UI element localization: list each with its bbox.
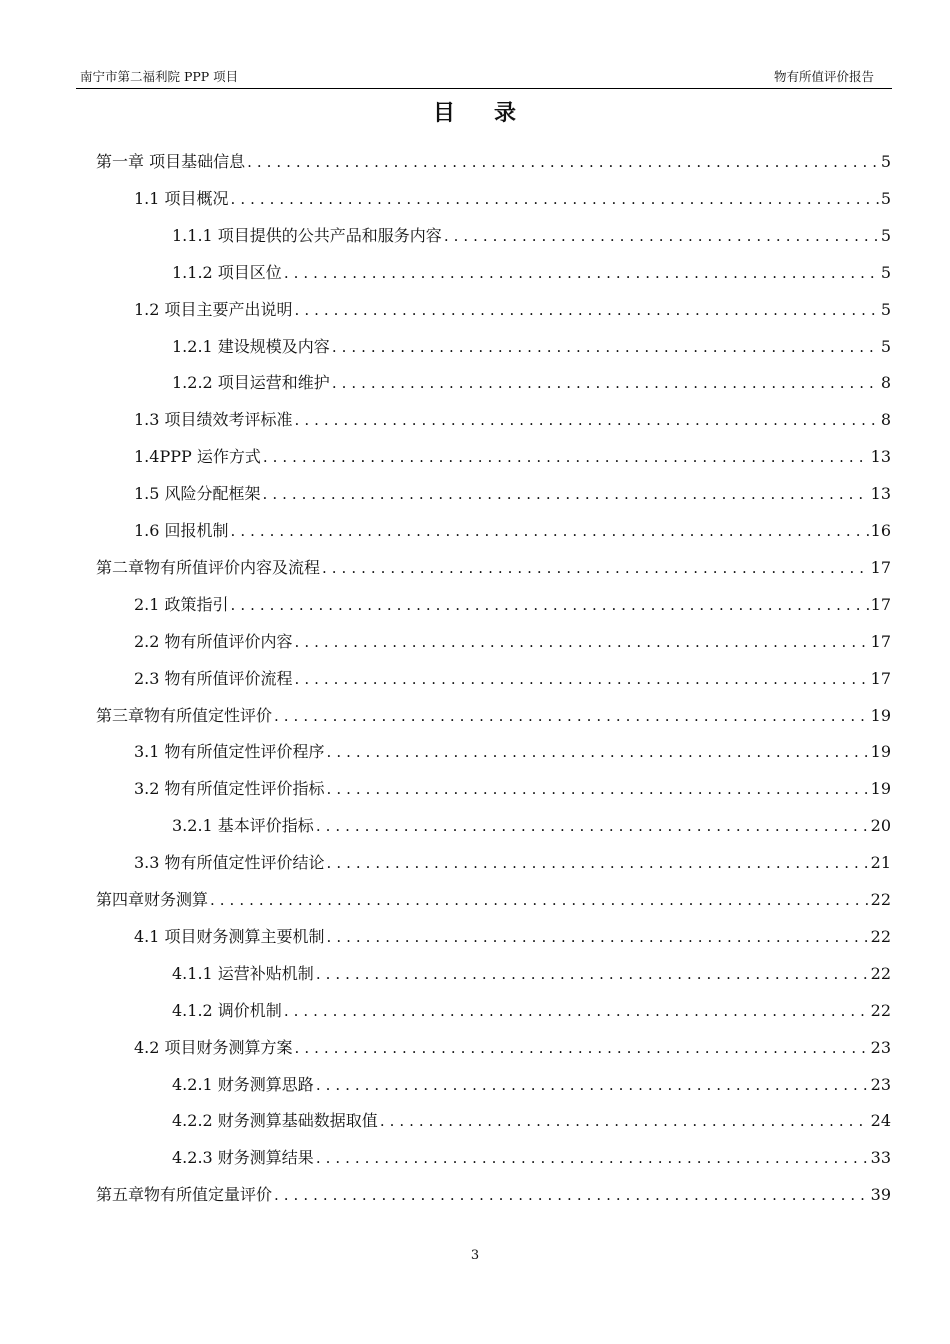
toc-entry[interactable] (134, 299, 891, 321)
toc-entry-page-number: 5 (880, 299, 891, 319)
toc-entry-label: 4.2.2 财务测算基础数据取值 (172, 1111, 378, 1131)
toc-dot-leader (295, 631, 869, 653)
toc-entry[interactable] (96, 705, 891, 727)
toc-entry-page-number: 8 (880, 373, 891, 393)
toc-dot-leader (210, 889, 869, 911)
toc-entry-label: 第五章物有所值定量评价 (96, 1185, 273, 1205)
toc-entry-page-number: 39 (870, 1185, 891, 1205)
toc-entry[interactable] (134, 852, 891, 874)
toc-entry[interactable] (172, 963, 891, 985)
toc-entry-page-number: 5 (880, 262, 891, 282)
toc-entry-label: 1.4PPP 运作方式 (134, 447, 261, 467)
toc-entry-label: 1.6 回报机制 (134, 521, 229, 540)
toc-entry-page-number: 19 (870, 779, 891, 799)
toc-entry[interactable] (172, 815, 891, 837)
toc-entry-label: 1.3 项目绩效考评标准 (134, 410, 293, 430)
toc-dot-leader (231, 188, 879, 210)
toc-entry-label: 1.2 项目主要产出说明 (134, 299, 293, 319)
toc-entry[interactable] (172, 262, 891, 284)
toc-dot-leader (295, 409, 879, 431)
toc-entry[interactable] (134, 520, 891, 542)
toc-entry[interactable] (172, 1074, 891, 1096)
toc-dot-leader (263, 483, 869, 505)
toc-dot-leader (284, 262, 879, 284)
toc-entry-page-number: 23 (870, 1074, 891, 1094)
toc-entry[interactable] (172, 225, 891, 247)
toc-entry-page-number: 33 (870, 1148, 891, 1168)
toc-entry-label: 4.2.1 财务测算思路 (172, 1074, 314, 1094)
toc-title-char-2: 录 (494, 100, 518, 126)
toc-entry[interactable] (172, 372, 891, 394)
toc-entry[interactable] (172, 336, 891, 358)
toc-dot-leader (327, 852, 869, 874)
toc-entry-page-number: 17 (870, 594, 891, 614)
toc-entry-label: 3.3 物有所值定性评价结论 (134, 853, 325, 873)
toc-entry[interactable] (134, 741, 891, 763)
toc-entry-page-number: 13 (870, 447, 891, 467)
toc-dot-leader (247, 151, 879, 173)
toc-entry[interactable] (172, 1147, 891, 1169)
toc-entry-page-number: 20 (870, 816, 891, 836)
toc-entry-page-number: 22 (870, 890, 891, 909)
toc-entry[interactable] (134, 594, 891, 616)
toc-entry-label: 4.1.1 运营补贴机制 (172, 963, 314, 983)
toc-dot-leader (274, 1184, 869, 1206)
toc-entry[interactable] (134, 631, 891, 653)
toc-entry[interactable] (96, 889, 891, 911)
toc-title-char-1: 目 (432, 100, 456, 126)
toc-dot-leader (295, 299, 879, 321)
toc-entry-page-number: 16 (870, 521, 891, 540)
toc-dot-leader (327, 741, 869, 763)
toc-entry-label: 1.1 项目概况 (134, 188, 229, 208)
toc-entry-page-number: 22 (870, 963, 891, 983)
toc-dot-leader (332, 372, 879, 394)
toc-dot-leader (316, 1074, 869, 1096)
toc-dot-leader (380, 1110, 869, 1132)
toc-dot-leader (322, 557, 869, 579)
toc-entry[interactable] (134, 668, 891, 690)
toc-dot-leader (444, 225, 879, 247)
toc-dot-leader (231, 520, 869, 542)
toc-entry-label: 第二章物有所值评价内容及流程 (96, 557, 321, 577)
toc-entry[interactable] (134, 446, 891, 468)
toc-entry[interactable] (134, 1037, 891, 1059)
toc-entry-page-number: 13 (870, 484, 891, 504)
toc-entry-label: 1.1.1 项目提供的公共产品和服务内容 (172, 225, 442, 245)
toc-entry-page-number: 8 (880, 410, 891, 430)
toc-entry[interactable] (134, 188, 891, 210)
toc-entry-page-number: 22 (870, 1000, 891, 1020)
toc-dot-leader (316, 1147, 869, 1169)
toc-entry-label: 4.1.2 调价机制 (172, 1000, 282, 1020)
page-header (76, 66, 892, 89)
toc-entry-label: 1.5 风险分配框架 (134, 484, 261, 504)
toc-entry[interactable] (96, 151, 891, 173)
toc-entry[interactable] (134, 778, 891, 800)
toc-entry-label: 2.2 物有所值评价内容 (134, 631, 293, 651)
toc-entry[interactable] (172, 1000, 891, 1022)
toc-entry-page-number: 23 (870, 1037, 891, 1057)
toc-entry-page-number: 5 (880, 336, 891, 356)
toc-entry-label: 4.2 项目财务测算方案 (134, 1037, 293, 1057)
header-left-text: 南宁市第二福利院 PPP 项目 (80, 69, 239, 84)
toc-dot-leader (231, 594, 869, 616)
toc-entry-label: 2.3 物有所值评价流程 (134, 668, 293, 688)
toc-entry-page-number: 5 (880, 152, 891, 171)
toc-entry-page-number: 19 (870, 742, 891, 762)
toc-entry-page-number: 21 (870, 853, 891, 873)
toc-entry-page-number: 17 (870, 631, 891, 651)
toc-entry-label: 第三章物有所值定性评价 (96, 705, 273, 725)
toc-entry-label: 1.1.2 项目区位 (172, 262, 282, 282)
toc-dot-leader (284, 1000, 869, 1022)
toc-entry-page-number: 17 (870, 668, 891, 688)
toc-entry[interactable] (96, 557, 891, 579)
toc-dot-leader (316, 963, 869, 985)
toc-entry-label: 2.1 政策指引 (134, 594, 229, 614)
toc-title (0, 96, 950, 127)
toc-entry-label: 4.1 项目财务测算主要机制 (134, 926, 325, 946)
toc-dot-leader (295, 1037, 869, 1059)
toc-entry[interactable] (172, 1110, 891, 1132)
toc-entry-page-number: 5 (880, 225, 891, 245)
toc-entry-label: 1.2.2 项目运营和维护 (172, 373, 330, 393)
toc-dot-leader (332, 336, 879, 358)
toc-dot-leader (295, 668, 869, 690)
toc-entry-label: 3.2 物有所值定性评价指标 (134, 779, 325, 799)
toc-entry-label: 第一章 项目基础信息 (96, 152, 246, 171)
toc-entry-page-number: 22 (870, 926, 891, 946)
toc-dot-leader (327, 778, 869, 800)
toc-dot-leader (263, 446, 869, 468)
toc-entry-label: 3.2.1 基本评价指标 (172, 816, 314, 836)
toc-entry-label: 1.2.1 建设规模及内容 (172, 336, 330, 356)
toc-entry[interactable] (134, 409, 891, 431)
header-right-text: 物有所值评价报告 (773, 69, 874, 84)
toc-entry-page-number: 24 (870, 1111, 891, 1131)
toc-dot-leader (316, 815, 869, 837)
toc-entry-page-number: 19 (870, 705, 891, 725)
toc-entry[interactable] (134, 926, 891, 948)
toc-dot-leader (327, 926, 869, 948)
toc-entry-label: 4.2.3 财务测算结果 (172, 1148, 314, 1168)
toc-entry-label: 第四章财务测算 (96, 890, 209, 909)
toc-entry-page-number: 17 (870, 557, 891, 577)
toc-entry-label: 3.1 物有所值定性评价程序 (134, 742, 325, 762)
toc-entry[interactable] (96, 1184, 891, 1206)
page-number: 3 (470, 1248, 480, 1263)
toc-dot-leader (274, 705, 869, 727)
toc-entry[interactable] (134, 483, 891, 505)
toc-entry-page-number: 5 (880, 188, 891, 208)
